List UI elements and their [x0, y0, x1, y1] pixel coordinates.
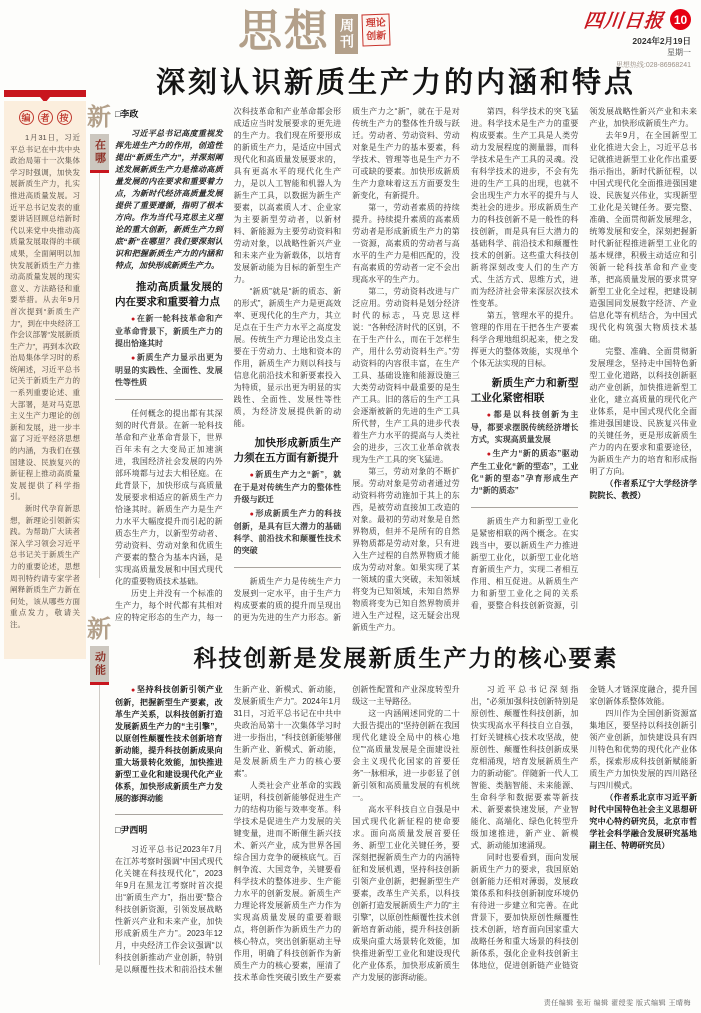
- theory-innovation-seal: [361, 14, 390, 47]
- column-hairline: [99, 685, 100, 965]
- article1-paragraph: 第四，科学技术的突飞猛进。科学技术是生产力的重要构成要素。生产工具是人类劳动力发展程度的测量器，而科学技术是生产工具的灵魂。没有科学技术的进步，不会有先进的生产工具的出现，也就不会出现生产力水平的提升与人类社会的进步。形成新质生产力的科技创新不是一般性的科技创新，而是具有巨大潜力的基础科学、前沿技术和颠覆性技术的创新。这些重大科技创新将深刻改变人们的生产方式、生活方式、思维方式，进而为经济社会带来深层次技术性变革。: [470, 107, 579, 308]
- tab-label-box: 在哪: [90, 134, 109, 170]
- weekly-title: 思想: [238, 7, 330, 56]
- editor-note-label: [10, 110, 80, 125]
- article1-headline: 深刻认识新质生产力的内涵和特点: [155, 67, 636, 99]
- paper-name-logo: 四川日报: [582, 11, 665, 32]
- article2-paragraph: 高水平科技自立自强是中国式现代化新征程的使命要求。面向高质量发展首要任务、新型工业化关键任务，要深刻把握新质生产力的内涵特征和发展机遇，坚持科技创新引领产业创新，把握新型生产要素，改革生产关系，以科技创新打造发展新质生产力的“主引擎”，以原创性颠覆性技术创新培育新动能，提升科技创新成果向重大场景转化效能，加快推进新型工业化和建设现代化产业体系，加快形成新质生产力发展的澎湃动能。: [352, 805, 460, 982]
- section-bullet: ● 新质生产力之“新”，就在于是对传统生产力的整体性升级与跃迁: [234, 469, 342, 506]
- section-title: 推动高质量发展的内在要求和重要着力点: [115, 281, 223, 308]
- article2-author-credit: （作者系北京市习近平新时代中国特色社会主义思想研究中心特约研究员，北京市哲学社会科学融合发展研究基地副主任、特聘研究员）: [589, 793, 697, 850]
- article2-paragraph: 四川作为全国创新资源富集地区，要坚持以科技创新引领产业创新，加快建设具有四川特色和优势的现代化产业体系，探索形成科技创新赋能新质生产力加快发展的四川路径与四川模式。: [589, 709, 697, 790]
- section-bullet: ● 形成新质生产力的科技创新，是具有巨大潜力的基础科学、前沿技术和颠覆性技术的突破: [234, 508, 342, 557]
- tab-prefix-char: 新: [87, 617, 111, 643]
- article2-paragraph: 习近平总书记2023年7月在江苏考察时强调“中国式现代化关键在科技现代化”，2023年9月在黑龙江考察时首次提出“新质生产力”，指出要“整合科技创新资源，引领发展战略性新兴产业和未来产业，加快形成新质生产力”。2023年12月，中央经济工作会议强调“以科技创新推动产业创新，特别是以颠覆性技术和前沿技术催生新产业、新模式、新动能，发展新质生产力”。2024年1月31日，习近平总书记在中共中央政治局第十一次集体学习时进一步指出，“科技创新能够催生新产业、新模式、新动能，是发展新质生产力的核心要素”。: [115, 685, 342, 974]
- article1-paragraph: 第五，管理水平的提升。管理的作用在于把各生产要素科学合理地组织起来，使之发挥更大的整体效能，实现单个个体无法实现的目标。: [470, 311, 579, 368]
- article1-paragraph: 任何概念的提出都有其深刻的时代背景。在新一轮科技革命和产业革命背景下，世界百年未有之大变局正加速演进，我国经济社会发展的内外部环境都与过去大相径庭。在此背景下，加快形成与高质量发展要求相适应的新质生产力恰逢其时。新质生产力是生产力水平大幅度提升而引起的新质态生产力，以新型劳动者、劳动资料、劳动对象和优质生产要素的整合为基本内涵，是实现高质量发展和中国式现代化的重要物质技术基础。: [115, 409, 223, 586]
- section-bullet: ● 都是以科技创新为主导，都要求摆脱传统经济增长方式，实现高质量发展: [471, 409, 579, 446]
- label-char-circle: 按: [57, 110, 72, 125]
- seal-line2: 创新: [366, 30, 387, 43]
- article1-byline: □李政: [115, 109, 139, 119]
- article2-columns: [115, 684, 697, 986]
- label-char-circle: 者: [38, 110, 53, 125]
- editor-note-paragraph: 新时代孕育新思想，新理论引领新实践。为帮助广大读者深入学习领会习近平总书记关于新质生产力的重要论述，思想周刊特约请专家学者阐释新质生产力新在何处，该从哪些方面重点发力，敬请关注。: [10, 504, 80, 629]
- label-char-circle: 编: [19, 110, 34, 125]
- weekly-subtitle-box: 周刊: [335, 14, 358, 54]
- editor-note: [4, 101, 86, 659]
- article1-paragraph: “新质”就是“新的质态、新的形式”，新质生产力是更高效率、更现代化的生产力，其立足点在于生产力水平之高度发展。传统生产力理论出发点主要在于劳动力、土地和资本的作用，新质生产力则以科技与信息化前沿技术和新要素投入为特质，显示出更为明显的实践性、全面性、发展性等性质，为经济发展提供新的动能。: [233, 287, 342, 428]
- footer-credits: 责任编辑 张珩 编辑 翟绶雯 版式编辑 王晴梅: [543, 1000, 691, 1007]
- article1-intro: 习近平总书记高度重视发挥先进生产力的作用，创造性提出“新质生产力”，并深刻阐述发展新质生产力是推动高质量发展的内在要求和重要着力点，为新时代经济高质量发展提供了重要遵循，指明了根本方向。作为当代马克思主义理论的重大创新，新质生产力到底“新”在哪里？我们要深刻认识和把握新质生产力的内涵和特点，加快形成新质生产力。: [115, 129, 223, 270]
- column-hairline: [99, 173, 100, 578]
- editor-note-paragraph: 1月31日，习近平总书记在中共中央政治局第十一次集体学习时强调，加快发展新质生产力，扎实推进高质量发展。习近平总书记发表的重要讲话回顾总结新时代以来党中央推动高质量发展取得的丰硕成果，全面阐明以加快发展新质生产力推动高质量发展的现实意义、方法路径和重要举措。从去年9月首次提到“新质生产力”，到在中央经济工作会议部署“发展新质生产力”，再到本次政治局集体学习时的系统阐述，习近平总书记关于新质生产力的一系列重要论述、重大部署，是对马克思主义生产力理论的创新和发展，进一步丰富了习近平经济思想的内涵，为我们在强国建设、民族复兴的新征程上推动高质量发展提供了科学指引。: [10, 133, 80, 502]
- article2-lead-block: [115, 684, 223, 815]
- issue-weekday: 星期一: [667, 48, 691, 57]
- article2-headline: 科技创新是发展新质生产力的核心要素: [193, 645, 619, 671]
- section-tab-where-is-new: [87, 104, 111, 578]
- article2-paragraph: 这一内涵阐述同党的二十大报告提出的“坚持创新在我国现代化建设全局中的核心地位”“高质量发展是全面建设社会主义现代化国家的首要任务”一脉相承，进一步彰显了创新引领和高质量发展的有机统一。: [352, 709, 460, 802]
- tab-label-box: 动能: [90, 646, 109, 682]
- editor-note-topbar: [4, 90, 86, 97]
- section-bullet: ● 新质生产力显示出更为明显的实践性、全面性、发展性等性质: [115, 352, 223, 389]
- article2-paragraph: 人类社会产业革命的实践证明，科技创新能够促进生产力的结构功能与效率变革。科学技术是促进生产力发展的关键变量，进而不断催生新兴技术、新兴产业，成为世界各国综合国力竞争的硬核底气。百舸争流、大国竞争，关键要看科学技术的整体进步、生产能力水平的创新发展。新质生产力理论将发展新质生产力作为实现高质量发展的重要着眼点，将创新作为新质生产力的核心特点，突出创新驱动主导作用，明确了科技创新作为新质生产力的核心要素，厘清了技术革命性突破引致生产要素创新性配置和产业深度转型升级这一主导路径。: [233, 685, 460, 982]
- weekly-brand: [238, 7, 390, 56]
- hotline: 思想热线:028-86968241: [615, 62, 691, 69]
- article2-byline: □尹西明: [115, 825, 148, 835]
- article2-lead: ● 坚持科技创新引领产业创新，把握新型生产要素，改革生产关系，以科技创新打造发展新质生产力的“主引擎”，以原创性颠覆性技术创新培育新动能，提升科技创新成果向重大场景转化效能，加快推进新型工业化和建设现代化产业体系，加快形成新质生产力发展的澎湃动能: [115, 684, 223, 805]
- article2-paragraph: 同时也要看到，面向发展新质生产力的要求，我国原始创新能力还相对薄弱，发展政策体系和科技创新制度环境仍有待进一步建立和完善。在此背景下，要加快原创性颠覆性技术创新，培育面向国家重大战略任务和重大场景的科技创新体系，强化企业科技创新主体地位，促进创新链产业链资金链人才链深度融合，提升国家创新体系整体效能。: [470, 685, 697, 970]
- article1-columns: [115, 106, 697, 634]
- page-number-badge: 10: [670, 9, 691, 30]
- article1-paragraph: 完整、准确、全面贯彻新发展理念，坚持走中国特色新型工业化道路，以科技创新驱动产业创新，加快推进新型工业化，建立高质量的现代化产业体系，是中国式现代化全面推进强国建设、民族复兴伟业的关键任务，更是形成新质生产力的内在要求和重要途径，为新质生产力的培育和形成指明了方向。: [589, 347, 697, 476]
- article1-paragraph: 新质生产力和新型工业化是紧密相联的两个概念。在实践当中，要以新质生产力推进新型工业化，以新型工业化培育新质生产力，实现二者相互作用、相互促进。从新质生产力和新型工业化之间的关系看，要整合科技创新资源，引领发展战略性新兴产业和未来产业，加快形成新质生产力。: [470, 107, 697, 610]
- article1-paragraph: 第一，劳动者素质的持续提升。持续提升素质的高素质劳动者是形成新质生产力的第一资源，高素质的劳动者与高水平的生产力是相匹配的，没有高素质的劳动者一定不会出现高水平的生产力。: [352, 203, 460, 284]
- article2-paragraph: 习近平总书记深刻指出，“必须加强科技创新特别是原创性、颠覆性科技创新，加快实现高水平科技自立自强，打好关键核心技术攻坚战，使原创性、颠覆性科技创新成果竞相涌现，培育发展新质生产力的新动能”。伴随新一代人工智能、类脑智能、未来能源、生命科学和数据要素等新技术、新要素快速发展，产业智能化、高端化、绿色化转型升级加速推进，新产业、新模式、新动能加速涌现。: [470, 685, 579, 850]
- article1-paragraph: 去年9月，在全国新型工业化推进大会上，习近平总书记就推进新型工业化作出重要指示指出，新时代新征程，以中国式现代化全面推进强国建设、民族复兴伟业，实现新型工业化是关键任务。要完整、准确、全面贯彻新发展理念，统筹发展和安全，深刻把握新时代新征程推进新型工业化的基本规律，积极主动适应和引领新一轮科技革命和产业变革，把高质量发展的要求贯穿新型工业化全过程，把建设制造强国同发展数字经济、产业信息化等有机结合，为中国式现代化构筑强大物质技术基础。: [589, 131, 697, 344]
- article1-section-1: [115, 280, 223, 400]
- issue-date: 2024年2月19日: [632, 36, 691, 46]
- section-title: 新质生产力和新型工业化紧密相联: [470, 377, 579, 404]
- article1-author-credit: （作者系辽宁大学经济学院院长、教授）: [589, 479, 697, 500]
- section-bullet: ● 在新一轮科技革命和产业革命背景下，新质生产力的提出恰逢其时: [115, 313, 223, 350]
- section-tab-new-momentum: [87, 616, 111, 965]
- section-bullet: ● 生产力“新的质态”驱动产生工业化“新的型态”，工业化“新的型态”孕育形成生产力“新的质态”: [471, 448, 579, 497]
- article1-section-3: [471, 376, 579, 508]
- seal-line1: 理论: [365, 17, 386, 30]
- article1-paragraph: 历史上并没有一个标准的生产力，每个时代都有其相对应的特定形态的生产力，每一次科技革命和产业革命都会形成适应当时发展要求的更先进的生产力。我们现在所要形成的新质生产力，是适应中国式现代化和高质量发展要求的，具有更高水平的现代化生产力，是以人工智能和机器人为新生产工具，以数据为新生产要素，以高素质人才、企业家为主要新型劳动者，以新材料、新能源为主要劳动资料和劳动对象，以战略性新兴产业和未来产业为新载体，以培育发展新动能为目标的新型生产力。: [115, 107, 342, 622]
- section-title: 加快形成新质生产力须在五方面有新提升: [233, 437, 342, 464]
- tab-prefix-char: 新: [87, 105, 111, 131]
- article1-paragraph: 第三，劳动对象的不断扩展。劳动对象是劳动者通过劳动资料将劳动施加于其上的东西，是被劳动直接加工改造的对象。最初的劳动对象是自然界物质，但并不是所有的自然界物质都是劳动对象，只有进入生产过程的自然界物质才能成为劳动对象。如果实现了某一领域的重大突破，未知领域将变为已知领域，未知自然界物质将变为已知自然界物质并进入生产过程，这无疑会出现新质生产力。: [352, 467, 460, 632]
- article1-section-2: [234, 436, 342, 568]
- article1-paragraph: 新质生产力是传统生产力发展到一定水平，由于生产力构成要素的质的提升而呈现出的更为先进的生产力形态。新质生产力之“新”，就在于是对传统生产力的整体性升级与跃迁。劳动者、劳动资料、劳动对象是生产力的基本要素，科学技术、管理等也是生产力不可或缺的要素。加快形成新质生产力意味着这五方面要发生新变化，有新提升。: [233, 107, 460, 622]
- article1-paragraph: 第二，劳动资料改进与广泛应用。劳动资料是划分经济时代的标志，马克思这样说：“各种经济时代的区别，不在于生产什么，而在于怎样生产，用什么劳动资料生产。”劳动资料的内容很丰富，在生产工具、基础设施和能源设施三大类劳动资料中最重要的是生产工具。旧的落后的生产工具会逐渐被新的先进的生产工具所代替，生产工具的进步代表着生产力水平的提高与人类社会的进步，三次工业革命就表现为生产工具的突飞猛进。: [352, 287, 460, 464]
